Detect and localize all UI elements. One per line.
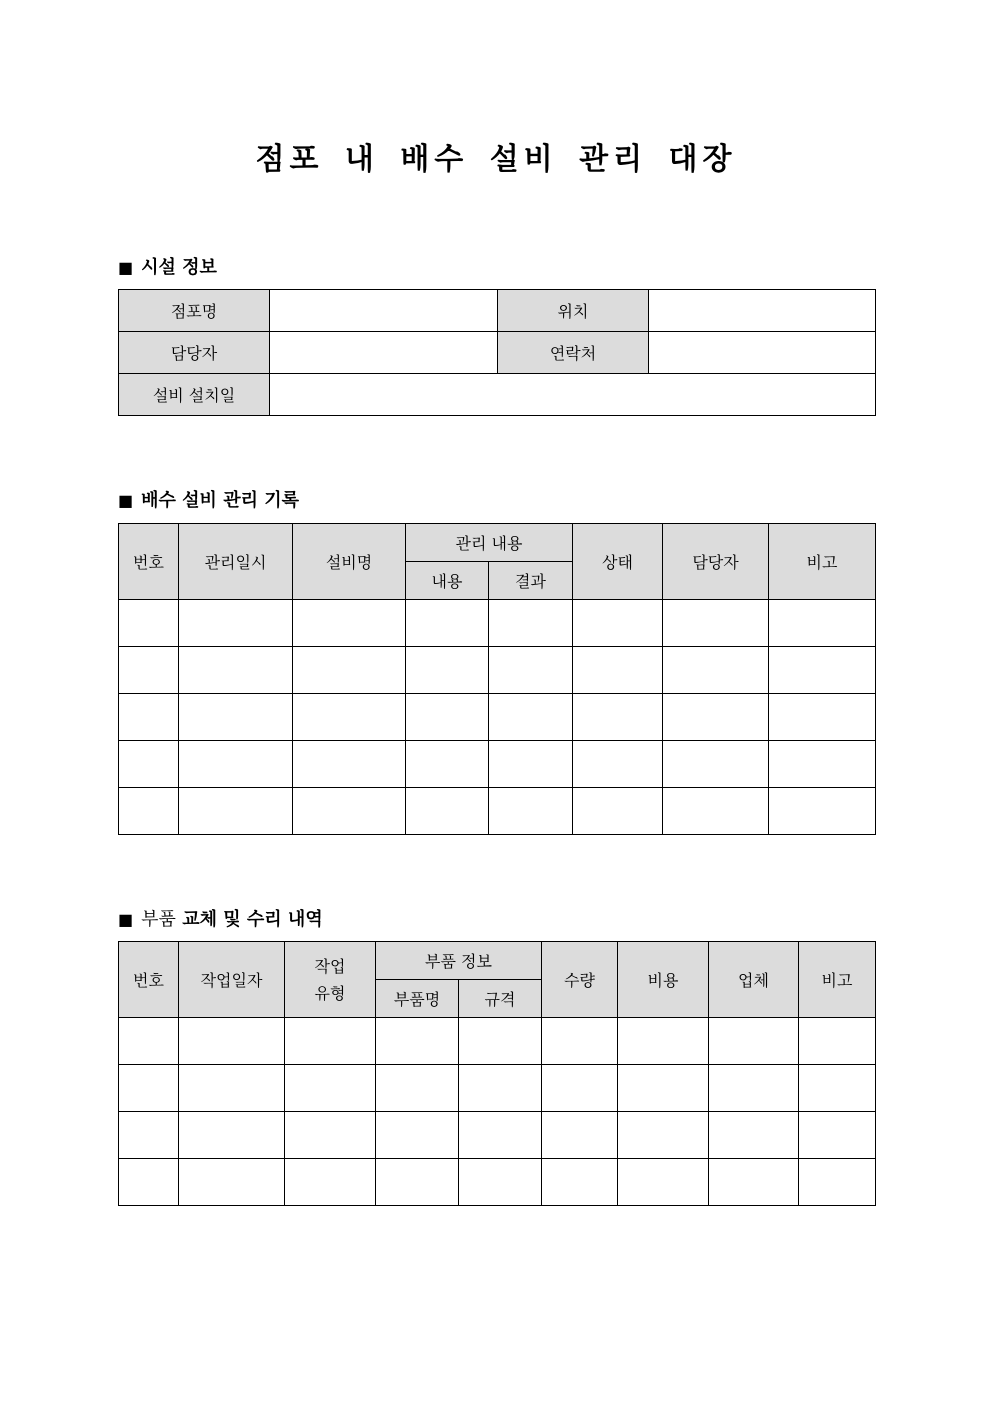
facility-info-table [118,289,876,416]
table-cell[interactable] [179,741,293,788]
table-cell[interactable] [489,741,573,788]
table-cell[interactable] [663,694,769,741]
col-number: 번호 [119,524,179,600]
table-cell[interactable] [769,647,876,694]
table-cell[interactable] [489,694,573,741]
page-title: 점포 내 배수 설비 관리 대장 [255,142,737,177]
table-cell[interactable] [542,1159,618,1206]
table-cell[interactable] [119,694,179,741]
table-cell[interactable] [489,600,573,647]
col-status: 상태 [573,524,663,600]
table-cell[interactable] [709,1159,799,1206]
table-cell[interactable] [376,1018,459,1065]
table-cell[interactable] [573,600,663,647]
table-cell[interactable] [179,1112,285,1159]
table-cell[interactable] [376,1065,459,1112]
location-label: 위치 [498,290,649,332]
table-cell[interactable] [293,694,406,741]
table-cell[interactable] [119,647,179,694]
table-cell[interactable] [459,1159,542,1206]
table-cell[interactable] [179,1159,285,1206]
store-name-label: 점포명 [119,290,270,332]
table-cell[interactable] [542,1018,618,1065]
table-cell[interactable] [618,1065,709,1112]
contact-value[interactable] [649,332,876,374]
table-cell[interactable] [119,1112,179,1159]
table-row [119,1018,876,1065]
table-cell[interactable] [618,1112,709,1159]
table-cell[interactable] [406,694,489,741]
table-cell[interactable] [119,600,179,647]
table-cell[interactable] [618,1018,709,1065]
table-cell[interactable] [769,694,876,741]
col-result: 결과 [489,562,573,600]
table-cell[interactable] [179,694,293,741]
table-cell[interactable] [489,788,573,835]
table-row [119,694,876,741]
col-spec: 규격 [459,980,542,1018]
table-cell[interactable] [119,1065,179,1112]
table-cell[interactable] [293,600,406,647]
table-cell[interactable] [293,647,406,694]
table-cell[interactable] [573,647,663,694]
table-cell[interactable] [618,1159,709,1206]
table-row [119,600,876,647]
table-cell[interactable] [573,694,663,741]
table-cell[interactable] [709,1065,799,1112]
table-cell[interactable] [376,1112,459,1159]
table-cell[interactable] [179,1018,285,1065]
table-row [119,1159,876,1206]
table-cell[interactable] [459,1065,542,1112]
facility-row [119,332,876,374]
table-cell[interactable] [285,1159,376,1206]
col-remarks: 비고 [769,524,876,600]
col-number: 번호 [119,942,179,1018]
table-cell[interactable] [119,788,179,835]
col-work-type [285,942,376,1018]
table-cell[interactable] [119,1018,179,1065]
table-cell[interactable] [179,1065,285,1112]
table-row [119,1112,876,1159]
col-work-date: 작업일자 [179,942,285,1018]
table-row [119,1065,876,1112]
parts-heading-prefix: 부품 [141,909,176,930]
table-cell[interactable] [406,600,489,647]
col-manager: 담당자 [663,524,769,600]
table-cell[interactable] [769,600,876,647]
col-remarks: 비고 [799,942,876,1018]
square-bullet-icon: ■ [118,258,134,277]
col-equipment: 설비명 [293,524,406,600]
table-cell[interactable] [376,1159,459,1206]
parts-heading-text: 교체 및 수리 내역 [182,909,323,930]
table-cell[interactable] [293,788,406,835]
table-cell[interactable] [179,788,293,835]
table-cell[interactable] [769,741,876,788]
table-cell[interactable] [406,788,489,835]
store-name-value[interactable] [270,290,498,332]
table-cell[interactable] [663,600,769,647]
header-row [119,524,876,562]
facility-section-heading [118,253,217,279]
table-cell[interactable] [179,647,293,694]
install-date-value[interactable] [270,374,876,416]
col-datetime: 관리일시 [179,524,293,600]
table-cell[interactable] [663,741,769,788]
table-cell[interactable] [119,1159,179,1206]
maintenance-section-heading [118,486,299,512]
col-vendor: 업체 [709,942,799,1018]
col-cost: 비용 [618,942,709,1018]
square-bullet-icon: ■ [118,491,134,510]
table-cell[interactable] [542,1112,618,1159]
table-cell[interactable] [459,1112,542,1159]
work-type-line2: 유형 [314,983,346,1003]
table-cell[interactable] [573,788,663,835]
table-cell[interactable] [542,1065,618,1112]
location-value[interactable] [649,290,876,332]
col-content-group: 관리 내용 [406,524,573,562]
header-row [119,942,876,980]
install-date-label: 설비 설치일 [119,374,270,416]
table-cell[interactable] [663,647,769,694]
col-part-name: 부품명 [376,980,459,1018]
table-cell[interactable] [293,741,406,788]
manager-value[interactable] [270,332,498,374]
work-type-line1: 작업 [314,956,346,976]
manager-label: 담당자 [119,332,270,374]
table-cell[interactable] [406,741,489,788]
table-cell[interactable] [119,741,179,788]
table-row [119,741,876,788]
table-cell[interactable] [709,1112,799,1159]
square-bullet-icon: ■ [118,910,134,929]
table-cell[interactable] [459,1018,542,1065]
parts-history-table [118,941,876,1206]
col-part-group: 부품 정보 [376,942,542,980]
table-cell[interactable] [285,1065,376,1112]
contact-label: 연락처 [498,332,649,374]
table-cell[interactable] [489,647,573,694]
maintenance-log-table [118,523,876,835]
table-cell[interactable] [799,1065,876,1112]
table-cell[interactable] [769,788,876,835]
facility-heading-text: 시설 정보 [141,257,217,278]
table-cell[interactable] [285,1018,376,1065]
table-cell[interactable] [573,741,663,788]
table-cell[interactable] [285,1112,376,1159]
facility-row [119,374,876,416]
parts-section-heading [118,905,323,931]
table-row [119,647,876,694]
col-quantity: 수량 [542,942,618,1018]
table-cell[interactable] [799,1159,876,1206]
table-row [119,788,876,835]
table-cell[interactable] [799,1112,876,1159]
table-cell[interactable] [179,600,293,647]
table-cell[interactable] [709,1018,799,1065]
col-content: 내용 [406,562,489,600]
table-cell[interactable] [663,788,769,835]
table-cell[interactable] [799,1018,876,1065]
facility-row [119,290,876,332]
maintenance-heading-text: 배수 설비 관리 기록 [141,490,300,511]
table-cell[interactable] [406,647,489,694]
